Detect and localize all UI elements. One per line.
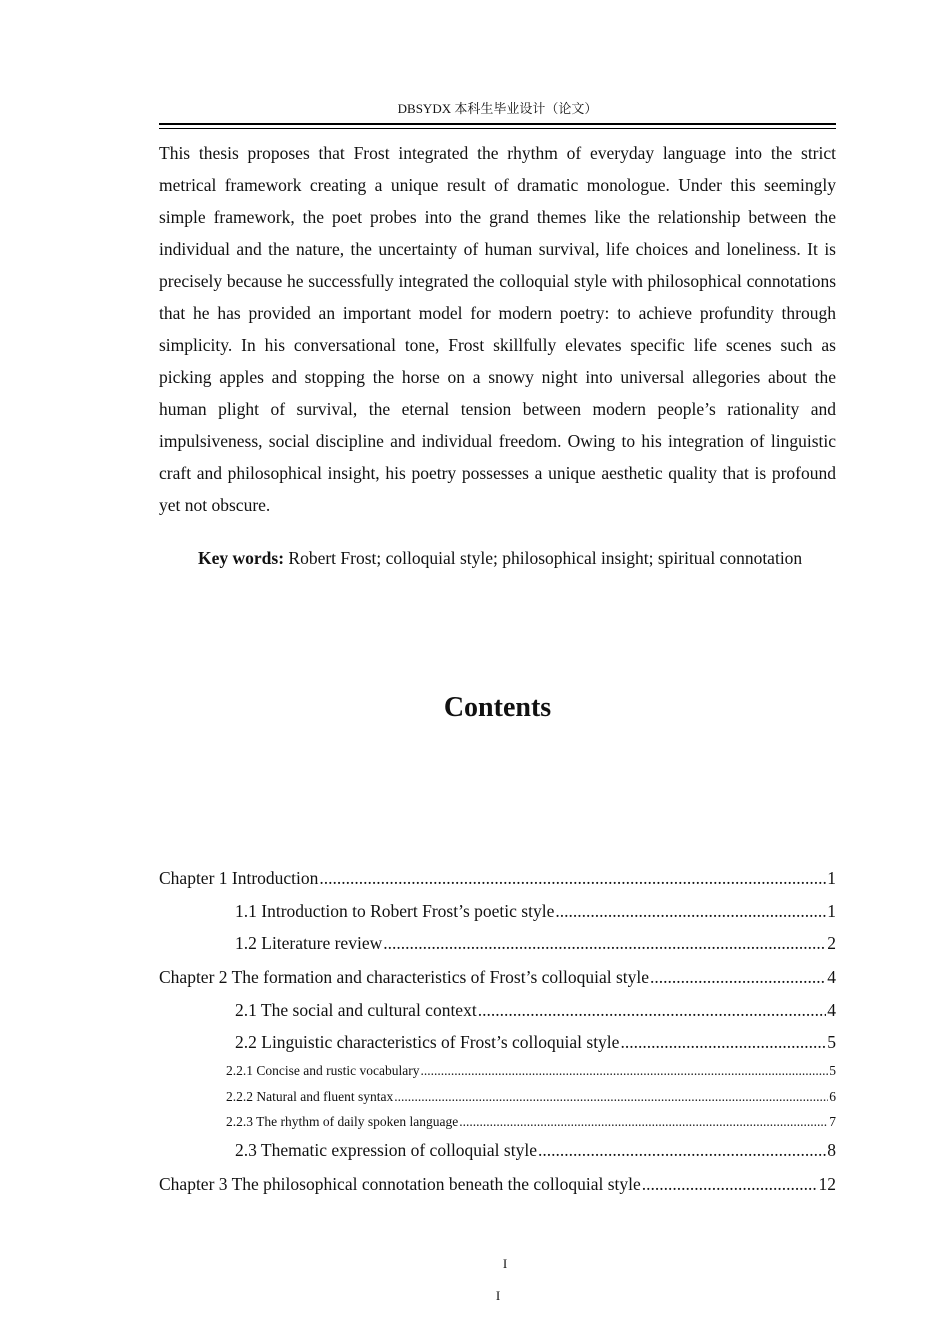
toc-entry-page: 6 (829, 1089, 836, 1104)
toc-entry-chapter-3[interactable] (159, 1172, 836, 1196)
toc-entry-page: 2 (827, 933, 836, 953)
toc-entry-2-1[interactable] (235, 998, 836, 1022)
toc-entry-chapter-1[interactable] (159, 866, 836, 890)
toc-dot-leader (394, 1088, 828, 1106)
header-rule-thin (159, 128, 836, 129)
toc-dot-leader (642, 1172, 818, 1196)
keywords-line (159, 543, 836, 573)
toc-dot-leader (383, 931, 826, 955)
abstract-paragraph: This thesis proposes that Frost integrated the rhythm of everyday language into the strict metrical framework creating a unique result of dramatic monologue. Under this seemingly simple framework, the poet probes into the grand themes like the relationship between the individual and the nature, the uncertainty of human survival, life choices and loneliness. It is precisely because he successfully integrated the colloquial style with philosophical connotations that he has provided an important model for modern poetry: to achieve profundity through simplicity. In his conversational tone, Frost skillfully elevates specific life scenes such as picking apples and stopping the horse on a snowy night into universal allegories about the human plight of survival, the eternal tension between modern people’s rationality and impulsiveness, social discipline and individual freedom. Owing to his integration of linguistic craft and philosophical insight, his poetry possesses a unique aesthetic quality that is profound yet not obscure. (159, 143, 836, 515)
toc-entry-title: Chapter 2 The formation and characteristics of Frost’s colloquial style (159, 967, 650, 987)
keywords-text: Robert Frost; colloquial style; philosophical insight; spiritual connotation (284, 548, 803, 568)
contents-title: Contents (443, 692, 552, 723)
toc-entry-title: 1.2 Literature review (235, 933, 383, 953)
toc-dot-leader (319, 866, 826, 890)
toc-dot-leader (620, 1030, 826, 1054)
toc-entry-title: 2.2.3 The rhythm of daily spoken language (226, 1114, 459, 1129)
page-number-secondary: I (495, 1288, 501, 1303)
toc-dot-leader (538, 1138, 826, 1162)
toc-entry-page: 1 (827, 868, 836, 888)
toc-entry-2-2-2[interactable] (226, 1088, 836, 1106)
header-rule-thick (159, 123, 836, 125)
toc-entry-title: Chapter 1 Introduction (159, 868, 319, 888)
toc-entry-title: Chapter 3 The philosophical connotation beneath the colloquial style (159, 1174, 641, 1194)
toc-entry-title: 1.1 Introduction to Robert Frost’s poetic style (235, 901, 555, 921)
toc-entry-page: 12 (818, 1174, 836, 1194)
toc-entry-1-2[interactable] (235, 931, 836, 955)
toc-dot-leader (555, 899, 826, 923)
toc-entry-title: 2.3 Thematic expression of colloquial style (235, 1140, 537, 1160)
toc-dot-leader (459, 1113, 828, 1131)
toc-entry-title: 2.2.1 Concise and rustic vocabulary (226, 1063, 420, 1078)
toc-dot-leader (650, 965, 826, 989)
toc-entry-page: 1 (827, 901, 836, 921)
toc-dot-leader (420, 1062, 828, 1080)
toc-entry-page: 5 (829, 1063, 836, 1078)
running-header: DBSYDX 本科生毕业设计（论文） (397, 101, 598, 116)
toc-entry-title: 2.2 Linguistic characteristics of Frost’s colloquial style (235, 1032, 620, 1052)
toc-entry-title: 2.1 The social and cultural context (235, 1000, 477, 1020)
page-number: I (502, 1256, 508, 1271)
toc-entry-chapter-2[interactable] (159, 965, 836, 989)
toc-entry-page: 4 (827, 1000, 836, 1020)
toc-entry-page: 7 (829, 1114, 836, 1129)
toc-entry-page: 8 (827, 1140, 836, 1160)
toc-entry-page: 5 (827, 1032, 836, 1052)
toc-entry-2-2-1[interactable] (226, 1062, 836, 1080)
toc-entry-page: 4 (827, 967, 836, 987)
keywords-label: Key words: (198, 548, 285, 568)
toc-entry-2-2-3[interactable] (226, 1113, 836, 1131)
toc-entry-2-3[interactable] (235, 1138, 836, 1162)
toc-dot-leader (478, 998, 827, 1022)
toc-entry-1-1[interactable] (235, 899, 836, 923)
toc-entry-2-2[interactable] (235, 1030, 836, 1054)
toc-entry-title: 2.2.2 Natural and fluent syntax (226, 1089, 394, 1104)
